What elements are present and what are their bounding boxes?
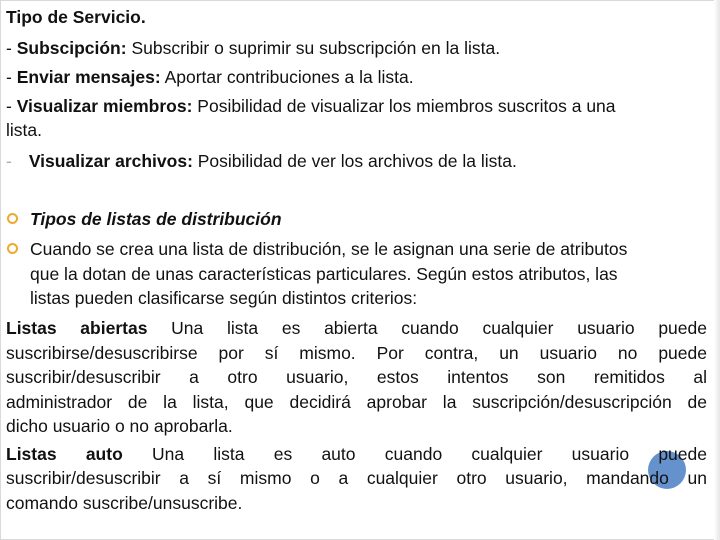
service-label: Subscipción:	[16, 38, 127, 58]
auto-first-line	[6, 442, 707, 467]
dash: -	[6, 151, 12, 171]
bullet-title: Tipos de listas de distribución	[30, 209, 282, 229]
service-text: Subscribir o suprimir su subscripción en la lista.	[126, 38, 501, 58]
bullet-icon	[7, 213, 18, 224]
auto-first-text: Una lista es auto cuando cualquier usuario puede	[152, 444, 707, 464]
abiertas-line: suscribir/desuscribir a otro usuario, estos intentos son remitidos al	[6, 367, 707, 387]
abiertas-line: dicho usuario o no aprobarla.	[6, 416, 233, 436]
dash: -	[6, 96, 17, 116]
dash: -	[6, 67, 17, 87]
dash: -	[6, 38, 17, 58]
service-item-enviar	[6, 65, 708, 89]
auto-line: comando suscribe/unsuscribe.	[6, 493, 243, 513]
abiertas-first-line	[6, 316, 707, 341]
service-label: Enviar mensajes:	[16, 67, 161, 87]
service-item-miembros-continuation: lista.	[6, 120, 42, 140]
service-label: Visualizar miembros:	[16, 96, 193, 116]
abiertas-line: suscribirse/desuscribirse por sí mismo. Por contra, un usuario no puede	[6, 343, 707, 363]
service-text: Aportar contribuciones a la lista.	[160, 67, 414, 87]
service-text: Posibilidad de visualizar los miembros suscritos a una	[192, 96, 616, 116]
auto-line: suscribir/desuscribir a sí mismo o a cualquier otro usuario, mandando un	[6, 468, 707, 488]
service-label: Visualizar archivos:	[28, 151, 193, 171]
bullet-icon	[7, 243, 18, 254]
bullet-text-line: Cuando se crea una lista de distribución, se le asignan una serie de atributos	[30, 239, 628, 259]
bullet-text-line: que la dotan de unas características particulares. Según estos atributos, las	[30, 264, 618, 284]
abiertas-first-text: Una lista es abierta cuando cualquier usuario puede	[171, 318, 707, 338]
abiertas-label: Listas abiertas	[6, 318, 148, 338]
bullet-text-line: listas pueden clasificarse según distintos criterios:	[30, 288, 418, 308]
abiertas-line: administrador de la lista, que decidirá aprobar la suscripción/desuscripción de	[6, 392, 707, 412]
slide-edge-shadow	[714, 0, 720, 540]
section-heading: Tipo de Servicio.	[6, 7, 146, 27]
service-text: Posibilidad de ver los archivos de la lista.	[192, 151, 517, 171]
service-item-archivos	[6, 149, 708, 173]
service-item-subscripcion	[6, 36, 708, 60]
auto-label: Listas auto	[6, 444, 123, 464]
service-item-miembros	[6, 94, 708, 118]
